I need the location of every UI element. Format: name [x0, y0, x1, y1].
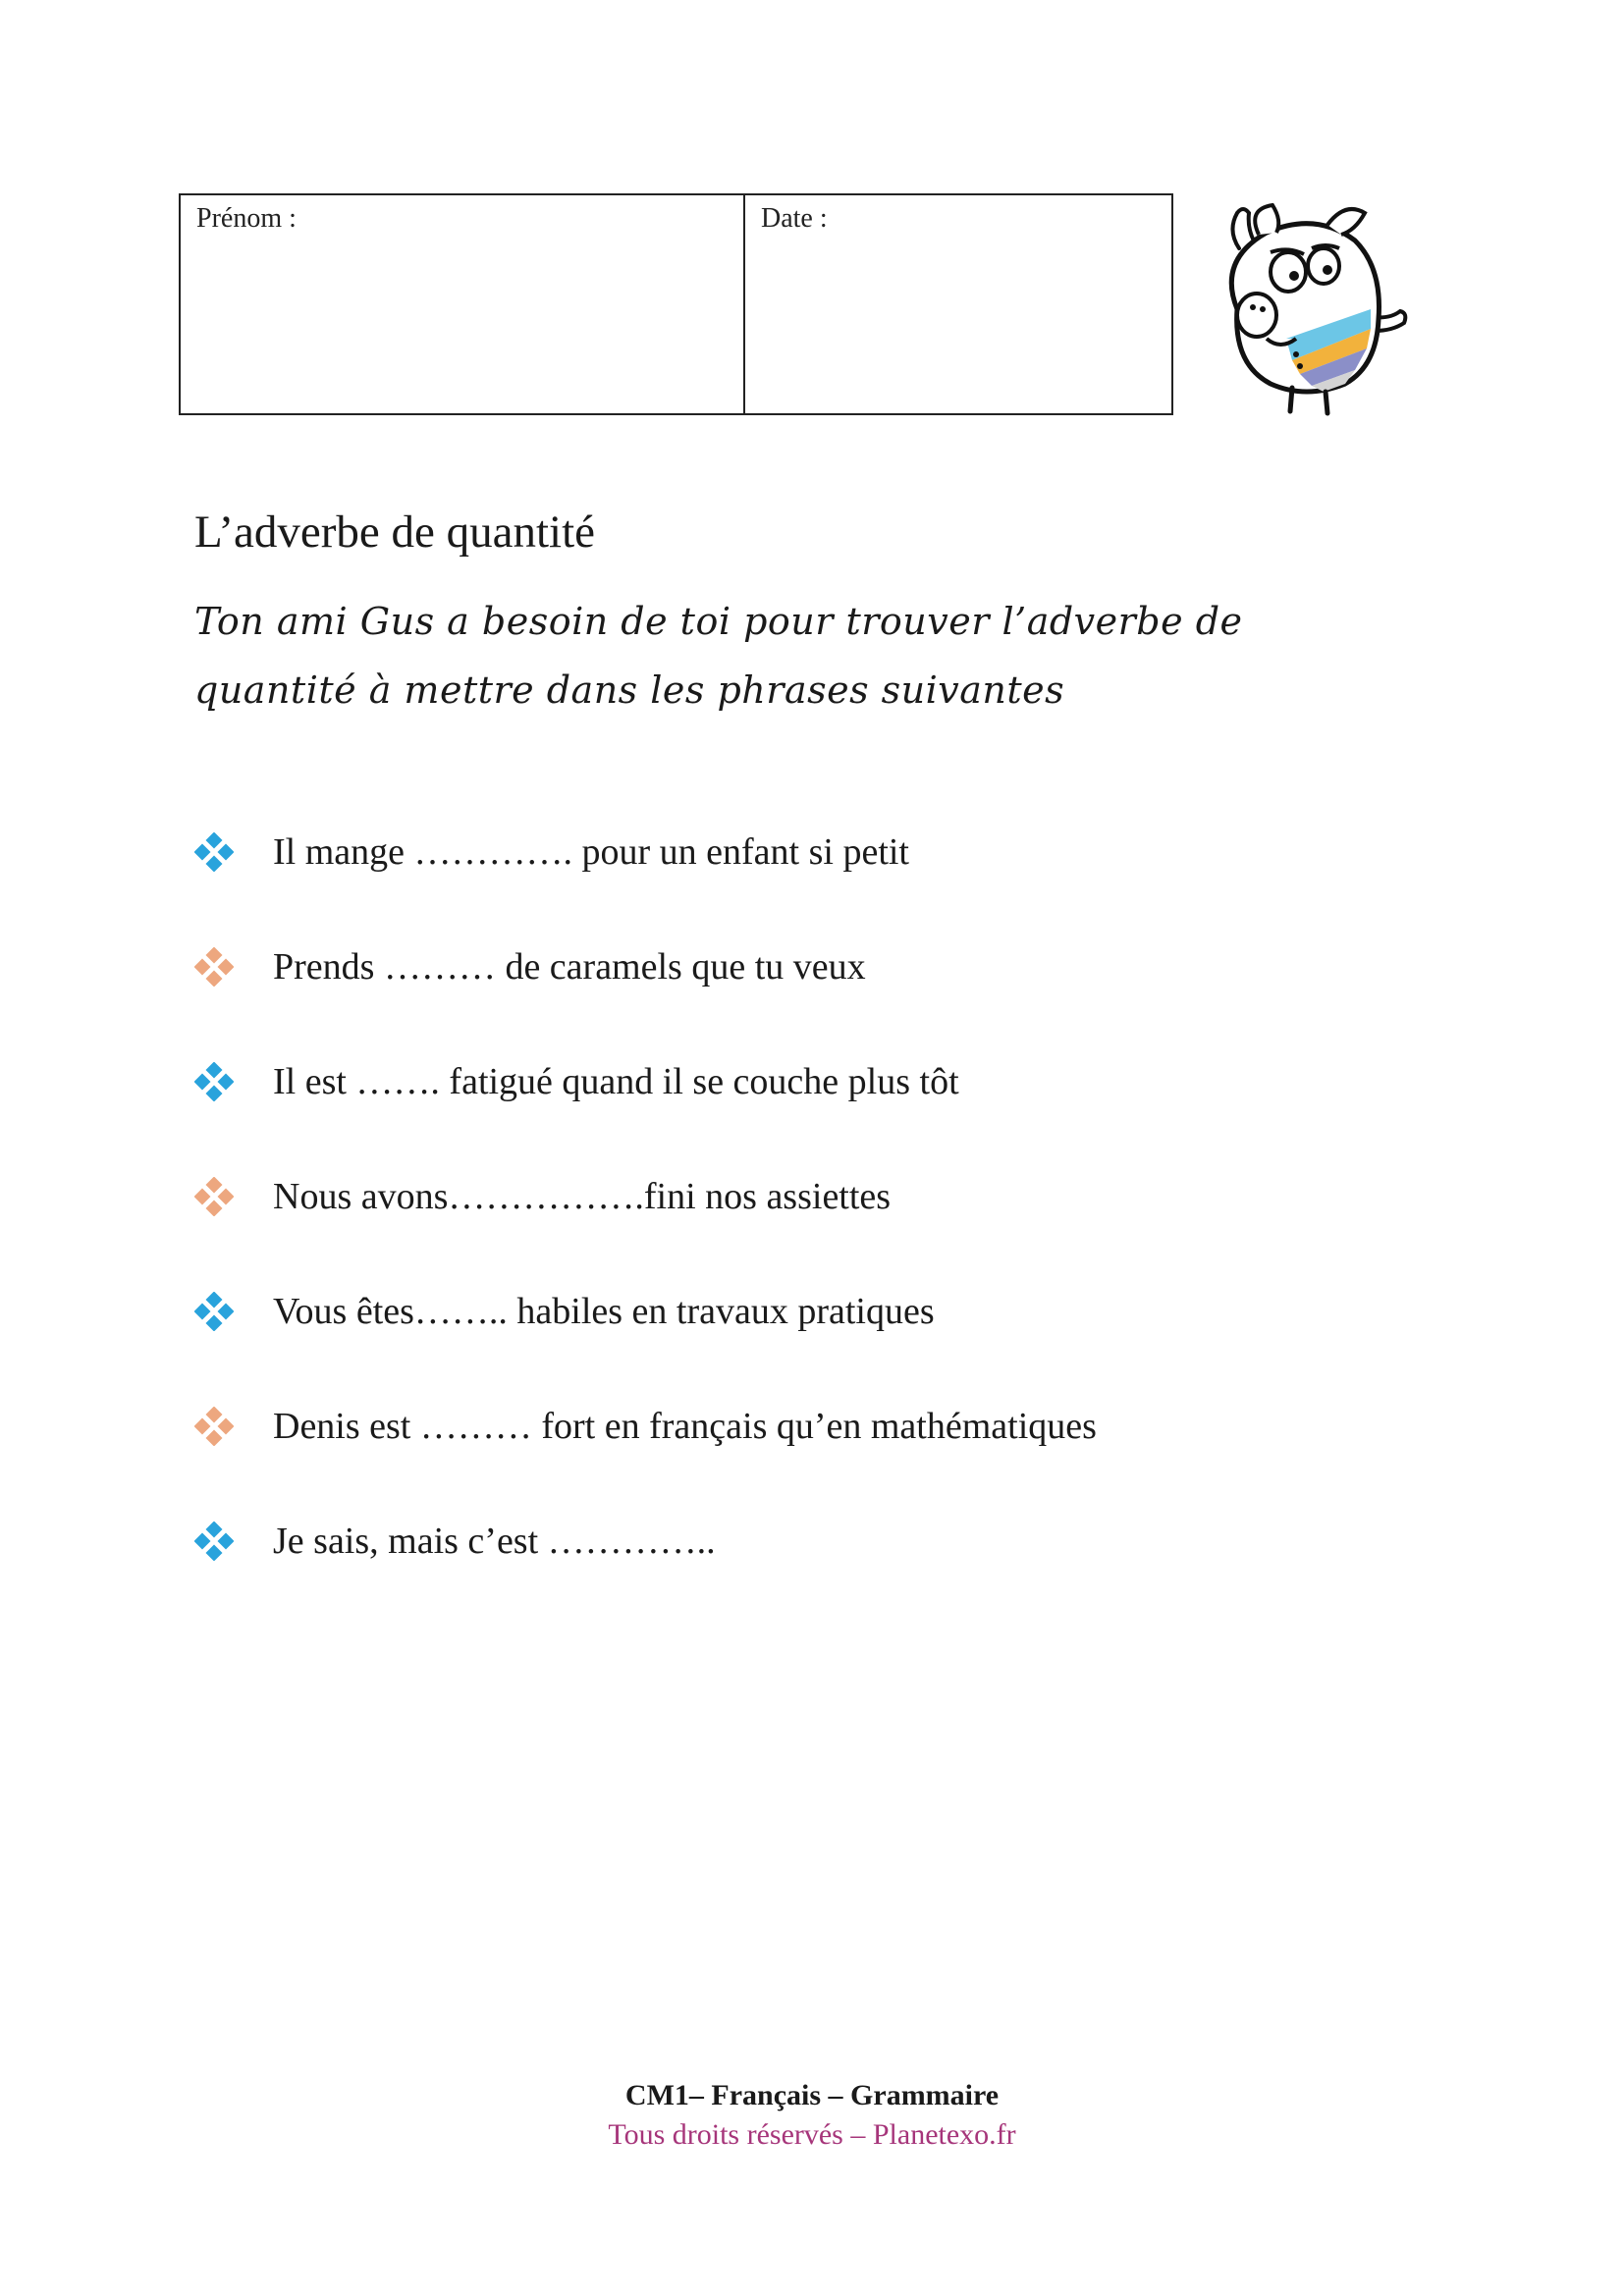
exercise-item — [194, 1399, 1097, 1514]
exercise-sentence: Je sais, mais c’est ………….. — [273, 1521, 716, 1562]
exercise-sentence: Nous avons…………….fini nos assiettes — [273, 1176, 892, 1217]
date-field[interactable] — [745, 195, 1171, 413]
diamond-bullet-icon — [194, 1292, 234, 1331]
exercise-sentence: Prends ……… de caramels que tu veux — [273, 946, 866, 988]
exercise-sentence: Il mange …………. pour un enfant si petit — [273, 831, 909, 873]
diamond-bullet-icon — [194, 832, 234, 872]
exercise-item — [194, 939, 1097, 1054]
exercise-list — [194, 825, 1097, 1629]
exercise-item — [194, 1284, 1097, 1399]
exercise-item — [194, 825, 1097, 939]
diamond-bullet-icon — [194, 1062, 234, 1101]
exercise-sentence: Denis est ……… fort en français qu’en mathématiques — [273, 1406, 1097, 1447]
footer-course-label: CM1– Français – Grammaire — [624, 2079, 1000, 2111]
exercise-item — [194, 1169, 1097, 1284]
worksheet-title: L’adverbe de quantité — [194, 507, 596, 558]
gus-mascot-icon — [1198, 191, 1424, 422]
first-name-label: Prénom : — [196, 203, 297, 234]
worksheet-instructions — [194, 587, 1373, 724]
instructions-line-1: Ton ami Gus a besoin de toi pour trouver l’adverbe de — [194, 600, 1243, 643]
diamond-bullet-icon — [194, 1407, 234, 1446]
footer-copyright: Tous droits réservés – Planetexo.fr — [608, 2118, 1016, 2151]
exercise-sentence: Il est ……. fatigué quand il se couche plus tôt — [273, 1061, 959, 1102]
diamond-bullet-icon — [194, 947, 234, 987]
diamond-bullet-icon — [194, 1522, 234, 1561]
diamond-bullet-icon — [194, 1177, 234, 1216]
first-name-field[interactable] — [181, 195, 745, 413]
exercise-item — [194, 1514, 1097, 1629]
student-info-table — [179, 193, 1173, 415]
date-label: Date : — [761, 203, 828, 234]
exercise-sentence: Vous êtes…….. habiles en travaux pratiques — [273, 1291, 935, 1332]
exercise-item — [194, 1054, 1097, 1169]
instructions-line-2: quantité à mettre dans les phrases suivantes — [194, 668, 1065, 712]
